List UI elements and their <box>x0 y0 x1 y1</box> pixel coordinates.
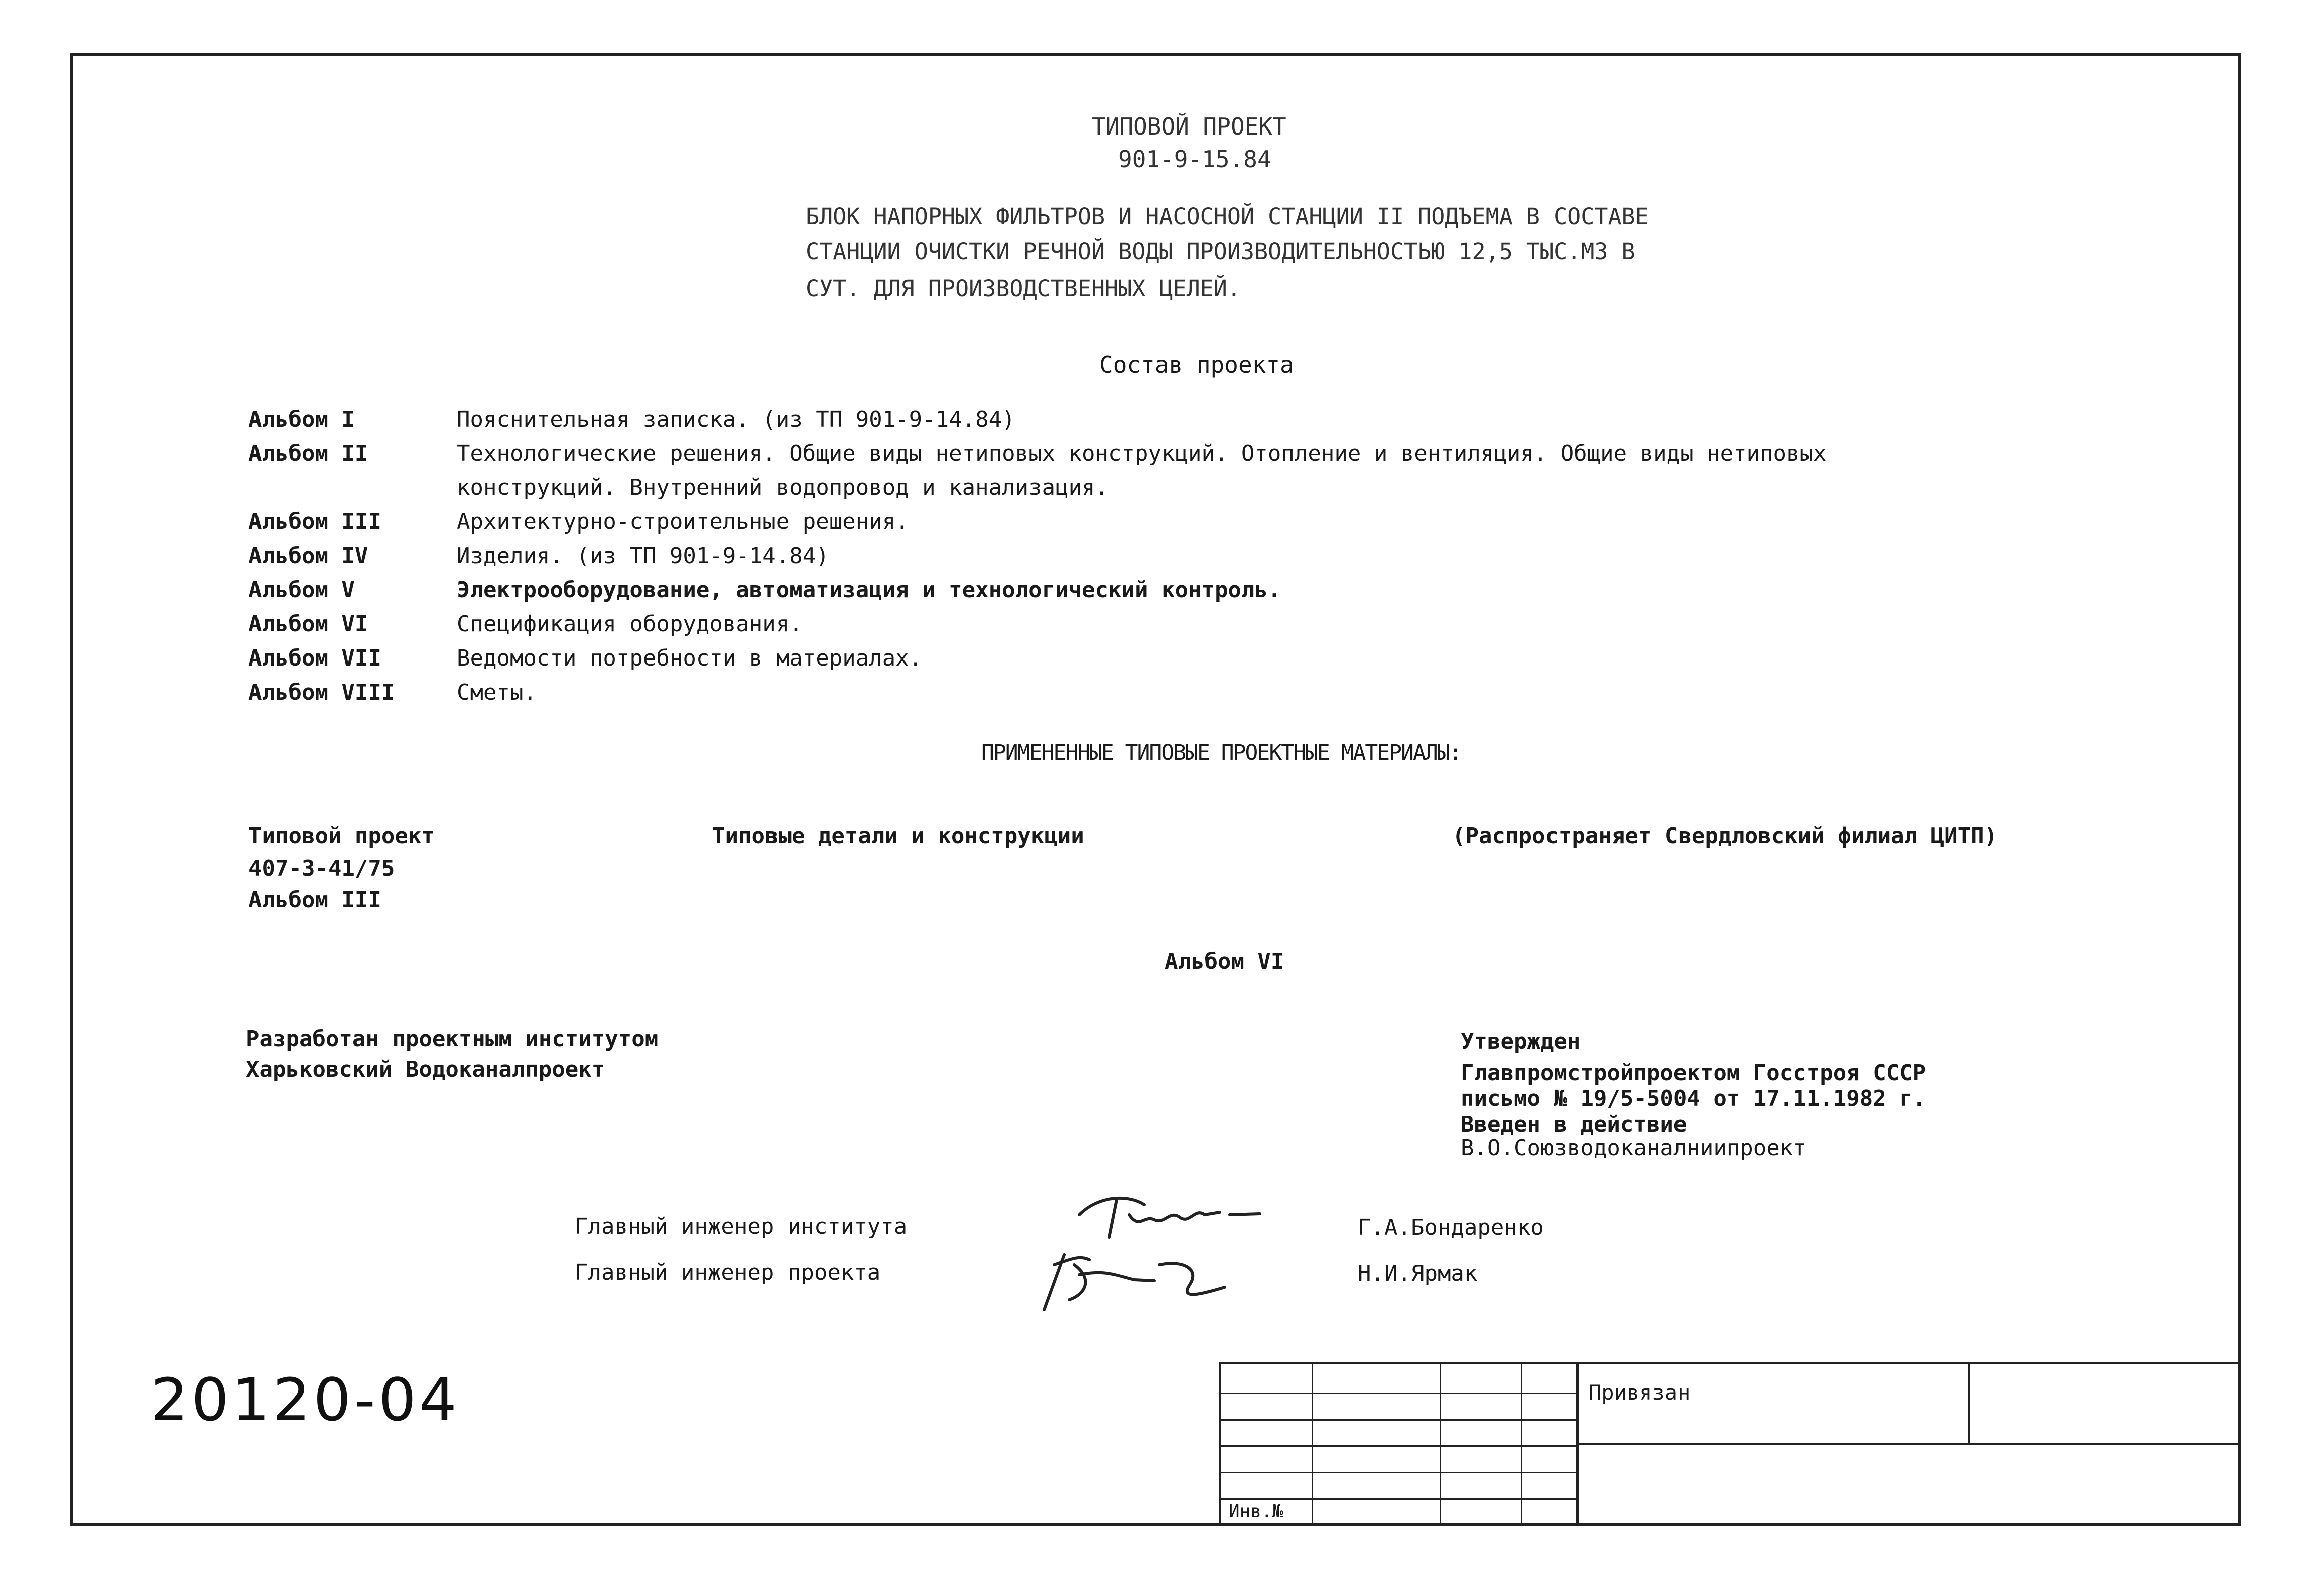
album-label: Альбом I <box>248 407 355 432</box>
album-desc: Спецификация оборудования. <box>457 611 803 637</box>
applied-heading: ПРИМЕНЕННЫЕ ТИПОВЫЕ ПРОЕКТНЫЕ МАТЕРИАЛЫ: <box>981 740 1461 765</box>
album-label: Альбом V <box>248 577 355 603</box>
approval-line1: Утвержден <box>1461 1029 1581 1054</box>
handwritten-signature-1 <box>1069 1184 1270 1245</box>
list-item <box>248 509 2206 544</box>
signature-name-1: Г.А.Бондаренко <box>1358 1215 1544 1240</box>
signature-name-2: Н.И.Ярмак <box>1358 1261 1478 1286</box>
list-item <box>248 441 2206 476</box>
approval-line2: Главпромстройпроектом Госстроя СССР <box>1461 1060 1926 1086</box>
list-item <box>248 577 2206 612</box>
album-desc: Пояснительная записка. (из ТП 901-9-14.84) <box>457 407 1015 432</box>
album-list <box>248 407 2206 733</box>
list-item <box>248 407 2206 442</box>
album-label: Альбом II <box>248 441 368 466</box>
document-number: 20120-04 <box>151 1365 460 1434</box>
signature-role-1: Главный инженер института <box>575 1214 908 1239</box>
applied-album-center: Альбом VI <box>1165 949 1284 974</box>
album-desc: Технологические решения. Общие виды нетиповых конструкций. Отопление и вентиляция. Общие виды нетиповых <box>457 441 1827 466</box>
applied-project-number: 407-3-41/75 <box>248 856 395 881</box>
signature-role-2: Главный инженер проекта <box>575 1260 881 1285</box>
album-label: Альбом VII <box>248 645 381 671</box>
applied-details: Типовые детали и конструкции <box>712 823 1084 849</box>
title-line2: СТАНЦИИ ОЧИСТКИ РЕЧНОЙ ВОДЫ ПРОИЗВОДИТЕЛЬНОСТЬЮ 12,5 ТЫС.М3 В <box>806 238 1635 265</box>
handwritten-signature-2 <box>1034 1240 1245 1320</box>
album-desc: конструкций. Внутренний водопровод и канализация. <box>457 475 1109 500</box>
album-desc: Ведомости потребности в материалах. <box>457 645 923 671</box>
album-label: Альбом VI <box>248 611 368 637</box>
applied-distributor: (Распространяет Свердловский филиал ЦИТП) <box>1452 823 1998 849</box>
album-label: Альбом III <box>248 509 381 535</box>
list-item <box>248 543 2206 578</box>
title-line3: СУТ. ДЛЯ ПРОИЗВОДСТВЕННЫХ ЦЕЛЕЙ. <box>806 275 1241 302</box>
header-line2: 901-9-15.84 <box>1118 146 1271 173</box>
album-desc: Изделия. (из ТП 901-9-14.84) <box>457 543 829 569</box>
list-item <box>248 611 2206 646</box>
applied-project-album: Альбом III <box>248 887 381 913</box>
header-line1: ТИПОВОЙ ПРОЕКТ <box>1092 113 1286 140</box>
album-label: Альбом VIII <box>248 680 395 705</box>
privyazan-label: Привязан <box>1589 1380 1691 1405</box>
album-label: Альбом IV <box>248 543 368 569</box>
composition-heading: Состав проекта <box>1099 351 1294 378</box>
album-desc: Электрооборудование, автоматизация и технологический контроль. <box>457 577 1281 603</box>
approval-line5: В.О.Союзводоканалниипроект <box>1461 1135 1806 1161</box>
developer-line2: Харьковский Водоканалпроект <box>246 1056 605 1082</box>
list-item <box>248 680 2206 715</box>
list-item <box>248 475 2206 510</box>
approval-line3: письмо № 19/5-5004 от 17.11.1982 г. <box>1461 1086 1926 1111</box>
title-line1: БЛОК НАПОРНЫХ ФИЛЬТРОВ И НАСОСНОЙ СТАНЦИИ II ПОДЪЕМА В СОСТАВЕ <box>806 203 1649 230</box>
developer-line1: Разработан проектным институтом <box>246 1026 659 1052</box>
applied-project-label: Типовой проект <box>248 823 435 849</box>
list-item <box>248 645 2206 681</box>
album-desc: Архитектурно-строительные решения. <box>457 509 909 535</box>
inv-label: Инв.№ <box>1229 1501 1283 1522</box>
album-desc: Сметы. <box>457 680 537 705</box>
approval-line4: Введен в действие <box>1461 1112 1687 1137</box>
